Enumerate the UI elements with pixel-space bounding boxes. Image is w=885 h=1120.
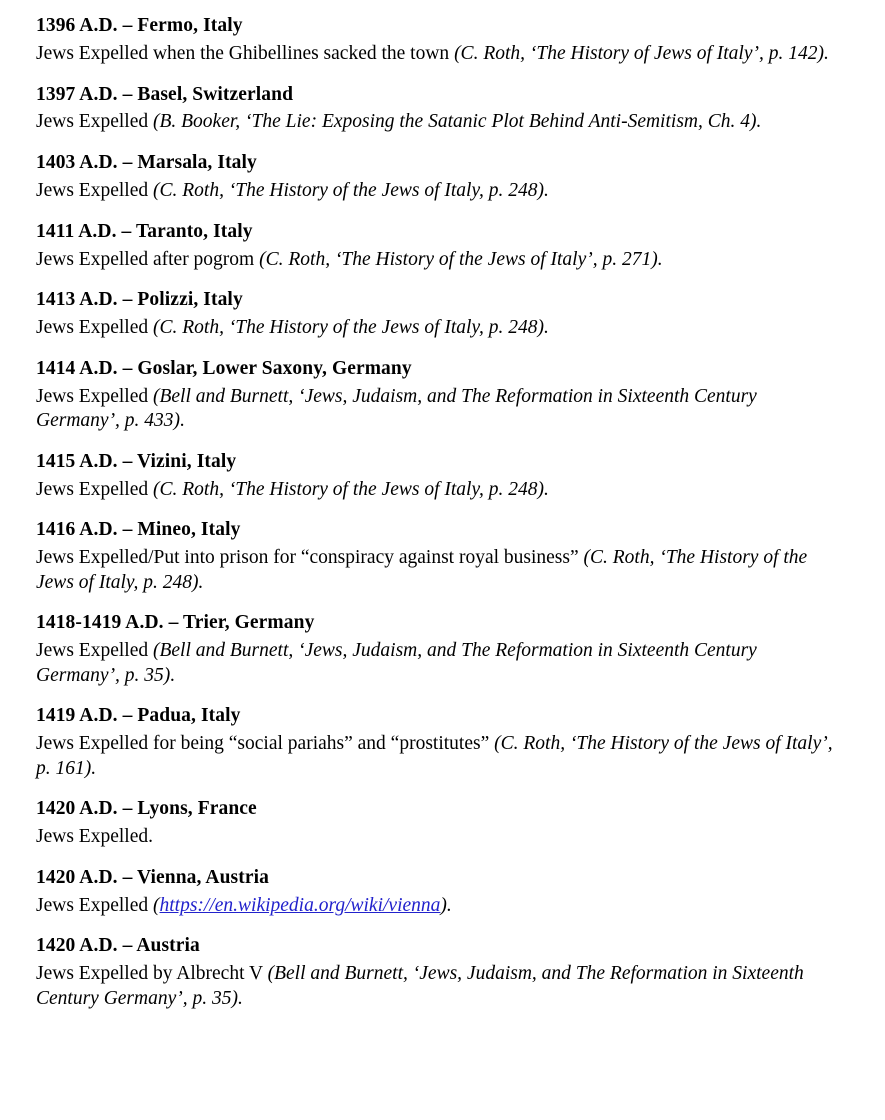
entry-citation: (C. Roth, ‘The History of Jews of Italy’, p. 142) <box>454 42 824 64</box>
timeline-entry <box>36 14 845 67</box>
entry-citation: (C. Roth, ‘The History of the Jews of Italy, p. 248) <box>152 317 545 339</box>
timeline-entry <box>36 611 845 688</box>
entry-heading: 1397 A.D. – Basel, Switzerland <box>36 83 294 105</box>
entry-text: Jews Expelled <box>36 385 153 407</box>
timeline-entry <box>36 220 845 273</box>
entry-citation: (C. Roth, ‘The History of the Jews of Italy, p. 248) <box>36 547 808 593</box>
entry-text: Jews Expelled by Albrecht V <box>36 963 268 985</box>
entry-text: Jews Expelled <box>36 111 153 133</box>
timeline-entry <box>36 934 845 1011</box>
timeline-entry <box>36 83 845 136</box>
entry-text: Jews Expelled <box>36 317 153 339</box>
entry-tail: . <box>544 317 549 339</box>
entry-text: Jews Expelled/Put into prison for “conspiracy against royal business” <box>36 547 584 569</box>
entry-body <box>36 639 845 688</box>
entry-citation: (C. Roth, ‘The History of the Jews of Italy’, p. 161) <box>36 733 833 779</box>
entry-citation: (B. Booker, ‘The Lie: Exposing the Satanic Plot Behind Anti-Semitism, Ch. 4) <box>152 111 757 133</box>
timeline-entry <box>36 797 845 850</box>
entry-body <box>36 962 845 1011</box>
entry-body <box>36 316 845 341</box>
entry-text: Jews Expelled <box>36 478 153 500</box>
entry-tail: . <box>823 42 829 64</box>
entry-heading: 1420 A.D. – Vienna, Austria <box>36 866 269 888</box>
entry-text: Jews Expelled after pogrom <box>36 248 260 270</box>
entry-heading: 1420 A.D. – Austria <box>36 935 200 957</box>
entry-tail: . <box>544 478 549 500</box>
entry-body <box>36 42 845 67</box>
entry-citation: (Bell and Burnett, ‘Jews, Judaism, and The Reformation in Sixteenth Century Germany’, p. 35) <box>36 963 804 1009</box>
entry-body <box>36 894 845 919</box>
entry-body <box>36 546 845 595</box>
entry-body <box>36 478 845 503</box>
entry-citation: (C. Roth, ‘The History of the Jews of Italy, p. 248) <box>152 478 545 500</box>
entry-heading: 1419 A.D. – Padua, Italy <box>36 705 241 727</box>
entry-tail: ). <box>440 894 452 916</box>
entry-tail: . <box>198 571 204 593</box>
entry-tail: . <box>170 664 176 686</box>
entry-text: Jews Expelled when the Ghibellines sacked the town <box>36 42 455 64</box>
entry-citation: (Bell and Burnett, ‘Jews, Judaism, and The Reformation in Sixteenth Century Germany’, p. 35) <box>36 640 757 686</box>
entry-tail: . <box>544 179 549 201</box>
timeline-entry <box>36 288 845 341</box>
entry-body <box>36 385 845 434</box>
entry-heading: 1414 A.D. – Goslar, Lower Saxony, Germany <box>36 357 412 379</box>
timeline-entry <box>36 704 845 781</box>
entry-tail: . <box>756 111 762 133</box>
entry-citation: (Bell and Burnett, ‘Jews, Judaism, and The Reformation in Sixteenth Century Germany’, p. 433) <box>36 385 757 432</box>
wikipedia-link[interactable]: https://en.wikipedia.org/wiki/vienna <box>159 894 441 916</box>
entry-citation: (C. Roth, ‘The History of the Jews of Italy’, p. 271) <box>259 248 658 270</box>
timeline-entry <box>36 357 845 434</box>
entry-text: Jews Expelled. <box>36 826 153 848</box>
entry-heading: 1403 A.D. – Marsala, Italy <box>36 152 257 174</box>
entry-tail: . <box>180 410 185 432</box>
entry-heading: 1413 A.D. – Polizzi, Italy <box>36 289 243 311</box>
entry-body <box>36 732 845 781</box>
entry-heading: 1396 A.D. – Fermo, Italy <box>36 15 243 36</box>
timeline-entry <box>36 518 845 595</box>
entry-tail: . <box>91 757 97 779</box>
timeline-entry <box>36 151 845 204</box>
entry-text: Jews Expelled <box>36 640 153 662</box>
timeline-entry <box>36 450 845 503</box>
entry-tail: . <box>657 248 663 270</box>
entry-heading: 1411 A.D. – Taranto, Italy <box>36 220 253 242</box>
entry-heading: 1416 A.D. – Mineo, Italy <box>36 519 241 541</box>
entry-heading: 1415 A.D. – Vizini, Italy <box>36 450 237 472</box>
entry-citation: (C. Roth, ‘The History of the Jews of Italy, p. 248) <box>152 179 545 201</box>
entry-heading: 1418-1419 A.D. – Trier, Germany <box>36 612 315 634</box>
entry-body <box>36 110 845 135</box>
entry-text: Jews Expelled for being “social pariahs” and “prostitutes” <box>36 733 495 755</box>
entry-heading: 1420 A.D. – Lyons, France <box>36 798 257 820</box>
timeline-entry <box>36 866 845 919</box>
entry-link-prefix: ( <box>152 894 160 916</box>
entry-text: Jews Expelled <box>36 894 153 916</box>
entry-body <box>36 248 845 273</box>
entry-body <box>36 825 845 850</box>
entry-tail: . <box>238 987 243 1009</box>
entry-body <box>36 179 845 204</box>
entry-text: Jews Expelled <box>36 179 153 201</box>
